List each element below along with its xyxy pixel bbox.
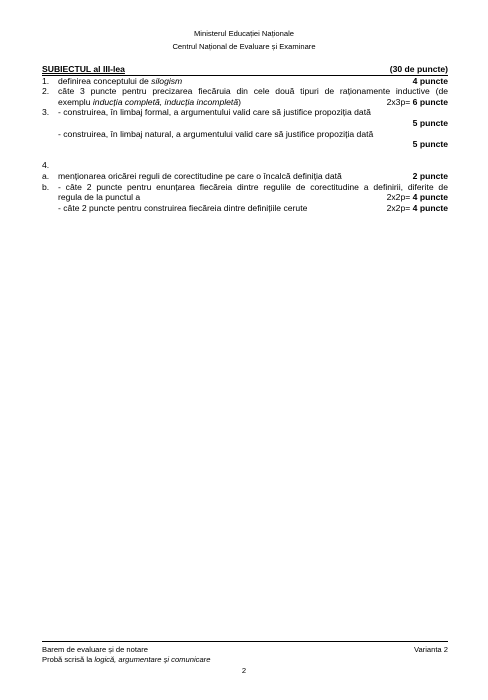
item-score: 4 puncte [412,75,448,86]
item-text: câte 3 puncte pentru precizarea fiecăruia din cele două tipuri de raționamente inductive (de [58,86,448,97]
item-score: 5 puncte [412,139,448,150]
score-prefix: 2x2p= [386,202,413,213]
item-text: - câte 2 puncte pentru enunțarea fiecăreia dintre regulile de corectitudine a definirii, diferite de [58,181,448,192]
item-italic: silogism [151,75,183,86]
footer-title: Barem de evaluare și de notare [42,645,148,654]
item-text: definirea conceptului de [58,75,152,86]
item-4b [42,182,448,214]
item-text: menționarea oricărei reguli de corectitudine pe care o încalcă definiția dată [58,170,342,181]
item-number: b. [42,181,50,192]
footer-subject: logică, argumentare și comunicare [94,655,211,664]
page-header [0,27,488,53]
item-text: - construirea, în limbaj formal, a argumentului valid care să justifice propoziția dată [58,107,371,118]
page-footer [42,641,448,665]
item-score: 2 puncte [412,170,448,181]
section-points: (30 de puncte) [389,64,448,74]
item-number: a. [42,170,50,181]
section-title-row [42,64,448,76]
item-4a [42,171,448,182]
variant-label: Varianta 2 [413,645,448,654]
item-number: 2. [42,86,50,97]
center-name: Centrul Național de Evaluare și Examinare [172,42,316,51]
item-2 [42,86,448,107]
item-1 [42,76,448,87]
item-text: exemplu [58,96,93,107]
item-italic: inducția completă, inducția incompletă [92,96,239,107]
item-score: 5 puncte [412,117,448,128]
footer-exam: Probă scrisă la [42,655,95,664]
item-score: 4 puncte [412,192,448,203]
section-title: SUBIECTUL al III-lea [42,64,125,74]
item-number: 4. [42,160,50,171]
item-score: 6 puncte [412,96,448,107]
item-number: 1. [42,75,50,86]
item-text: ) [238,96,241,107]
item-4 [42,160,448,171]
item-number: 3. [42,107,50,118]
item-3 [42,107,448,149]
grading-content [42,64,448,213]
item-score: 4 puncte [412,202,448,213]
score-prefix: 2x2p= [386,192,413,203]
score-prefix: 2x3p= [386,96,413,107]
ministry-name: Ministerul Educației Naționale [193,29,295,38]
item-text: - construirea, în limbaj natural, a argumentului valid care să justifice propoziția dată [58,128,374,139]
item-text: - câte 2 puncte pentru construirea fiecăreia dintre definițiile cerute [58,202,308,213]
page-number: 2 [241,666,247,675]
item-text: regula de la punctul a [58,192,141,203]
